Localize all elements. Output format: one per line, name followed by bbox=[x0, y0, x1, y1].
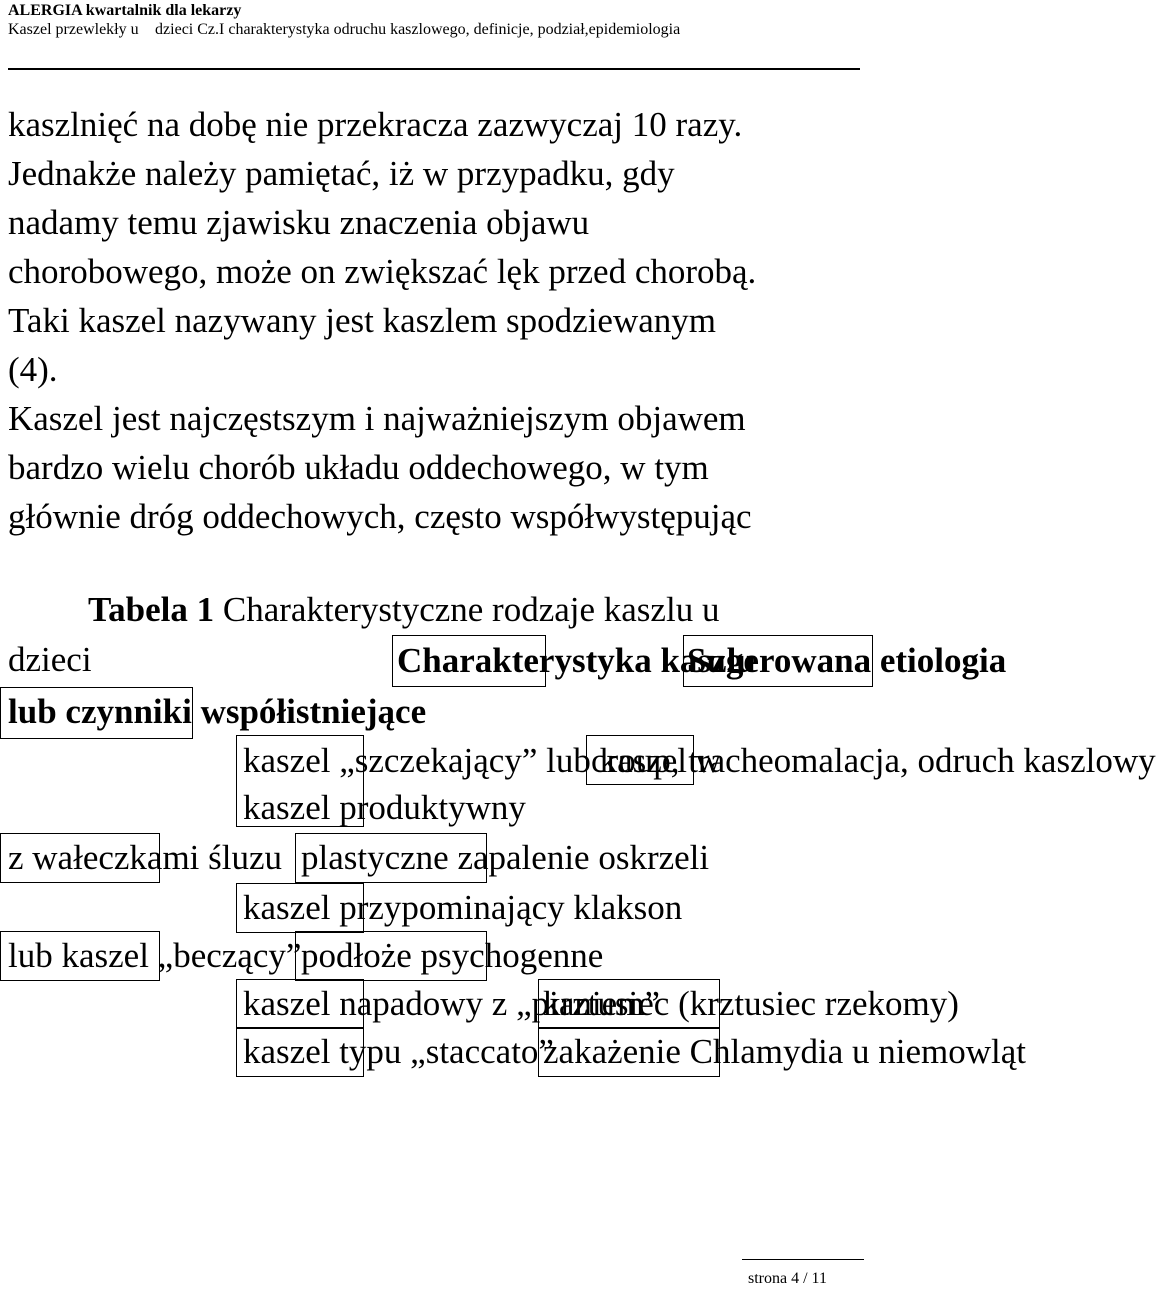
table-cell-etiology: croup, tracheomalacja, odruch kaszlowy bbox=[591, 741, 1156, 780]
table-cell-etiology: zakażenie Chlamydia u niemowląt bbox=[543, 1032, 1027, 1071]
text-line: kaszlnięć na dobę nie przekracza zazwyczaj 10 razy. bbox=[8, 105, 743, 144]
text-line: chorobowego, może on zwiększać lęk przed chorobą. bbox=[8, 252, 757, 291]
table-cell-cough-type: kaszel produktywny bbox=[243, 788, 526, 827]
text-line: Kaszel jest najczęstszym i najważniejszym objawem bbox=[8, 399, 746, 438]
table-cell-etiology: krztusiec (krztusiec rzekomy) bbox=[543, 984, 959, 1023]
table-header-characteristic: Charakterystyka kaszlu bbox=[397, 641, 756, 680]
table-cell-cough-type: kaszel przypominający klakson bbox=[243, 888, 683, 927]
text-line: Jednakże należy pamiętać, iż w przypadku, gdy bbox=[8, 154, 675, 193]
table-cell-cough-type: kaszel napadowy z „pianiem” bbox=[243, 984, 660, 1023]
table-cell-etiology: podłoże psychogenne bbox=[301, 936, 604, 975]
text-line: głównie dróg oddechowych, często współwystępując bbox=[8, 497, 752, 536]
table-cell-etiology: plastyczne zapalenie oskrzeli bbox=[301, 838, 710, 877]
page-number: strona 4 / 11 bbox=[748, 1270, 827, 1287]
table-header-etiology: Sugerowana etiologia bbox=[687, 641, 1007, 680]
table-cell-cough-type-cont: z wałeczkami śluzu bbox=[8, 838, 283, 877]
table-cell-cough-type-cont: lub kaszel „beczący” bbox=[8, 936, 302, 975]
article-title: Kaszel przewlekły u  dzieci Cz.I charakterystyka odruchu kaszlowego, definicje, podział,epidemiologia bbox=[8, 21, 681, 38]
table-cell-cough-type: kaszel typu „staccato” bbox=[243, 1032, 554, 1071]
journal-title: ALERGIA kwartalnik dla lekarzy bbox=[8, 2, 242, 19]
footer-rule bbox=[742, 1259, 864, 1260]
text-line: (4). bbox=[8, 350, 58, 389]
table-caption-text: Charakterystyczne rodzaje kaszlu u bbox=[222, 590, 720, 629]
text-line: nadamy temu zjawisku znaczenia objawu bbox=[8, 203, 590, 242]
table-header-etiology-cont: lub czynniki współistniejące bbox=[8, 692, 427, 731]
table-cell-cough-type: kaszel „szczekający” lub kaszel w bbox=[243, 741, 722, 780]
table-caption-continued: dzieci bbox=[8, 640, 92, 679]
table-number: Tabela 1 bbox=[88, 590, 215, 629]
text-line: Taki kaszel nazywany jest kaszlem spodziewanym bbox=[8, 301, 716, 340]
text-line: bardzo wielu chorób układu oddechowego, w tym bbox=[8, 448, 709, 487]
